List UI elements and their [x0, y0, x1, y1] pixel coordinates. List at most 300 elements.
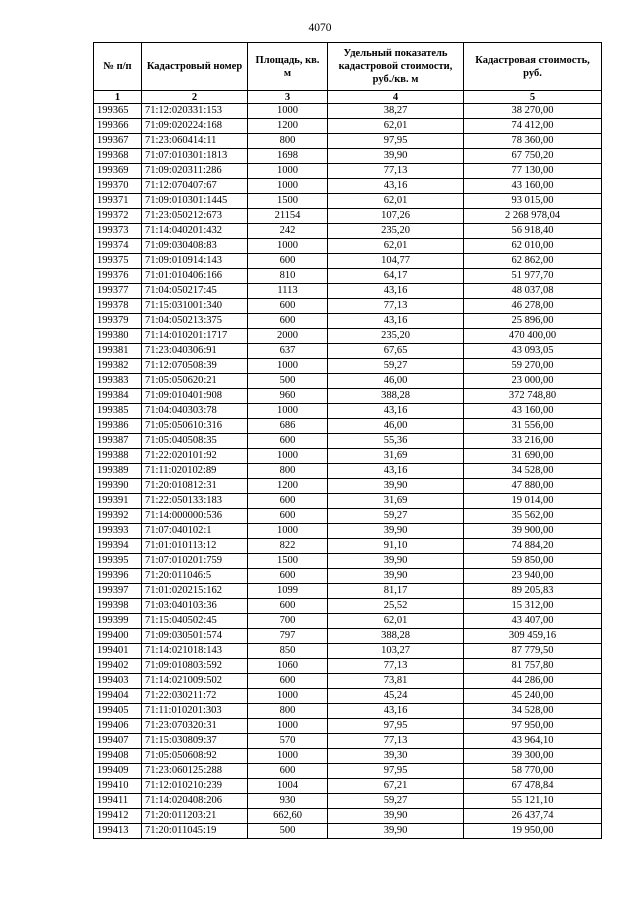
table-row: [94, 434, 602, 449]
unit-value: 39,90: [328, 554, 464, 569]
unit-value: 81,17: [328, 584, 464, 599]
table-row: [94, 509, 602, 524]
cadastral-number: 71:09:030501:574: [142, 629, 248, 644]
cadastral-number: 71:12:010210:239: [142, 779, 248, 794]
cadastral-number: 71:09:020224:168: [142, 119, 248, 134]
cadastral-value: 97 950,00: [464, 719, 602, 734]
table-row: [94, 569, 602, 584]
row-number: 199397: [94, 584, 142, 599]
row-number: 199372: [94, 209, 142, 224]
table-row: [94, 284, 602, 299]
row-number: 199405: [94, 704, 142, 719]
area-value: 800: [248, 464, 328, 479]
unit-value: 77,13: [328, 734, 464, 749]
cadastral-value: 93 015,00: [464, 194, 602, 209]
cadastral-value: 67 478,84: [464, 779, 602, 794]
column-number-row: [94, 91, 602, 104]
table-row: [94, 809, 602, 824]
area-value: 797: [248, 629, 328, 644]
table-row: [94, 644, 602, 659]
cadastral-number: 71:20:010812:31: [142, 479, 248, 494]
table-row: [94, 404, 602, 419]
cadastral-value: 15 312,00: [464, 599, 602, 614]
cadastral-value: 23 000,00: [464, 374, 602, 389]
table-row: [94, 689, 602, 704]
row-number: 199409: [94, 764, 142, 779]
page-number: 4070: [308, 22, 332, 34]
cadastral-number: 71:23:060414:11: [142, 134, 248, 149]
header-row: [94, 43, 602, 91]
cadastral-value: 31 556,00: [464, 419, 602, 434]
row-number: 199412: [94, 809, 142, 824]
row-number: 199367: [94, 134, 142, 149]
row-number: 199407: [94, 734, 142, 749]
row-number: 199395: [94, 554, 142, 569]
header-cadastral-number: Кадастровый номер: [142, 43, 248, 91]
area-value: 1000: [248, 404, 328, 419]
area-value: 21154: [248, 209, 328, 224]
table-row: [94, 494, 602, 509]
area-value: 1000: [248, 689, 328, 704]
unit-value: 388,28: [328, 629, 464, 644]
row-number: 199392: [94, 509, 142, 524]
table-row: [94, 764, 602, 779]
table-row: [94, 464, 602, 479]
cadastral-value: 43 160,00: [464, 404, 602, 419]
row-number: 199376: [94, 269, 142, 284]
cadastral-value: 26 437,74: [464, 809, 602, 824]
column-number: 3: [248, 91, 328, 104]
cadastral-value: 19 014,00: [464, 494, 602, 509]
unit-value: 103,27: [328, 644, 464, 659]
cadastral-number: 71:14:040201:432: [142, 224, 248, 239]
row-number: 199411: [94, 794, 142, 809]
row-number: 199365: [94, 104, 142, 119]
cadastral-number: 71:04:050217:45: [142, 284, 248, 299]
row-number: 199404: [94, 689, 142, 704]
area-value: 1000: [248, 104, 328, 119]
area-value: 2000: [248, 329, 328, 344]
unit-value: 43,16: [328, 704, 464, 719]
cadastral-number: 71:01:010113:12: [142, 539, 248, 554]
unit-value: 43,16: [328, 314, 464, 329]
unit-value: 43,16: [328, 464, 464, 479]
unit-value: 39,90: [328, 824, 464, 839]
header-unit-value: Удельный показатель кадастровой стоимости, руб./кв. м: [328, 43, 464, 91]
unit-value: 43,16: [328, 179, 464, 194]
cadastral-number: 71:15:030809:37: [142, 734, 248, 749]
unit-value: 55,36: [328, 434, 464, 449]
unit-value: 77,13: [328, 164, 464, 179]
row-number: 199387: [94, 434, 142, 449]
cadastral-value: 81 757,80: [464, 659, 602, 674]
area-value: 500: [248, 824, 328, 839]
cadastral-number: 71:12:020331:153: [142, 104, 248, 119]
table-row: [94, 239, 602, 254]
unit-value: 388,28: [328, 389, 464, 404]
cadastral-value: 46 278,00: [464, 299, 602, 314]
area-value: 600: [248, 569, 328, 584]
area-value: 1500: [248, 554, 328, 569]
area-value: 1200: [248, 119, 328, 134]
row-number: 199377: [94, 284, 142, 299]
cadastral-number: 71:03:040103:36: [142, 599, 248, 614]
row-number: 199388: [94, 449, 142, 464]
cadastral-value: 43 160,00: [464, 179, 602, 194]
cadastral-value: 74 412,00: [464, 119, 602, 134]
unit-value: 39,90: [328, 569, 464, 584]
table-row: [94, 119, 602, 134]
cadastral-value: 43 964,10: [464, 734, 602, 749]
cadastral-value: 89 205,83: [464, 584, 602, 599]
cadastral-number: 71:07:040102:1: [142, 524, 248, 539]
area-value: 1113: [248, 284, 328, 299]
unit-value: 59,27: [328, 359, 464, 374]
unit-value: 107,26: [328, 209, 464, 224]
area-value: 810: [248, 269, 328, 284]
cadastral-value: 35 562,00: [464, 509, 602, 524]
cadastral-value: 55 121,10: [464, 794, 602, 809]
table-row: [94, 329, 602, 344]
area-value: 600: [248, 599, 328, 614]
table-row: [94, 749, 602, 764]
cadastral-number: 71:04:040303:78: [142, 404, 248, 419]
area-value: 1099: [248, 584, 328, 599]
row-number: 199413: [94, 824, 142, 839]
row-number: 199389: [94, 464, 142, 479]
cadastral-number: 71:04:050213:375: [142, 314, 248, 329]
unit-value: 97,95: [328, 719, 464, 734]
unit-value: 39,30: [328, 749, 464, 764]
cadastral-number: 71:20:011045:19: [142, 824, 248, 839]
unit-value: 59,27: [328, 794, 464, 809]
row-number: 199406: [94, 719, 142, 734]
table-row: [94, 359, 602, 374]
cadastral-number: 71:23:040306:91: [142, 344, 248, 359]
cadastral-number: 71:05:050608:92: [142, 749, 248, 764]
cadastral-number: 71:01:020215:162: [142, 584, 248, 599]
row-number: 199370: [94, 179, 142, 194]
cadastral-number: 71:15:040502:45: [142, 614, 248, 629]
cadastral-number: 71:12:070407:67: [142, 179, 248, 194]
area-value: 700: [248, 614, 328, 629]
cadastral-number: 71:23:050212:673: [142, 209, 248, 224]
unit-value: 73,81: [328, 674, 464, 689]
row-number: 199394: [94, 539, 142, 554]
area-value: 686: [248, 419, 328, 434]
unit-value: 64,17: [328, 269, 464, 284]
unit-value: 45,24: [328, 689, 464, 704]
area-value: 500: [248, 374, 328, 389]
row-number: 199385: [94, 404, 142, 419]
area-value: 600: [248, 314, 328, 329]
unit-value: 67,65: [328, 344, 464, 359]
column-number: 4: [328, 91, 464, 104]
area-value: 600: [248, 254, 328, 269]
cadastral-number: 71:15:031001:340: [142, 299, 248, 314]
cadastral-number: 71:05:040508:35: [142, 434, 248, 449]
cadastral-value: 2 268 978,04: [464, 209, 602, 224]
unit-value: 38,27: [328, 104, 464, 119]
table-row: [94, 419, 602, 434]
unit-value: 39,90: [328, 149, 464, 164]
column-number: 5: [464, 91, 602, 104]
row-number: 199399: [94, 614, 142, 629]
cadastral-number: 71:14:021009:502: [142, 674, 248, 689]
table-row: [94, 149, 602, 164]
area-value: 600: [248, 509, 328, 524]
table-row: [94, 179, 602, 194]
table-row: [94, 629, 602, 644]
table-row: [94, 599, 602, 614]
row-number: 199371: [94, 194, 142, 209]
row-number: 199373: [94, 224, 142, 239]
area-value: 930: [248, 794, 328, 809]
table-row: [94, 269, 602, 284]
header-cadastral-value: Кадастровая стоимость, руб.: [464, 43, 602, 91]
area-value: 1500: [248, 194, 328, 209]
unit-value: 67,21: [328, 779, 464, 794]
cadastral-value: 38 270,00: [464, 104, 602, 119]
unit-value: 104,77: [328, 254, 464, 269]
table-row: [94, 299, 602, 314]
cadastral-number: 71:14:010201:1717: [142, 329, 248, 344]
table-row: [94, 224, 602, 239]
unit-value: 77,13: [328, 659, 464, 674]
row-number: 199398: [94, 599, 142, 614]
row-number: 199408: [94, 749, 142, 764]
unit-value: 43,16: [328, 284, 464, 299]
area-value: 242: [248, 224, 328, 239]
cadastral-number: 71:05:050620:21: [142, 374, 248, 389]
area-value: 850: [248, 644, 328, 659]
cadastral-number: 71:09:020311:286: [142, 164, 248, 179]
cadastral-number: 71:01:010406:166: [142, 269, 248, 284]
area-value: 662,60: [248, 809, 328, 824]
cadastral-value: 34 528,00: [464, 464, 602, 479]
table-row: [94, 794, 602, 809]
unit-value: 97,95: [328, 764, 464, 779]
unit-value: 46,00: [328, 419, 464, 434]
row-number: 199391: [94, 494, 142, 509]
cadastral-number: 71:22:020101:92: [142, 449, 248, 464]
header-row-number: № п/п: [94, 43, 142, 91]
cadastral-value: 43 093,05: [464, 344, 602, 359]
cadastral-number: 71:20:011046:5: [142, 569, 248, 584]
cadastral-value: 23 940,00: [464, 569, 602, 584]
row-number: 199401: [94, 644, 142, 659]
area-value: 1000: [248, 239, 328, 254]
row-number: 199378: [94, 299, 142, 314]
table-row: [94, 554, 602, 569]
cadastral-value: 25 896,00: [464, 314, 602, 329]
cadastral-number: 71:09:030408:83: [142, 239, 248, 254]
cadastral-number: 71:20:011203:21: [142, 809, 248, 824]
area-value: 1004: [248, 779, 328, 794]
cadastral-value: 19 950,00: [464, 824, 602, 839]
unit-value: 25,52: [328, 599, 464, 614]
cadastral-value-table: [93, 42, 602, 839]
table-row: [94, 254, 602, 269]
table-row: [94, 104, 602, 119]
row-number: 199379: [94, 314, 142, 329]
area-value: 1000: [248, 359, 328, 374]
cadastral-number: 71:12:070508:39: [142, 359, 248, 374]
row-number: 199383: [94, 374, 142, 389]
cadastral-value: 56 918,40: [464, 224, 602, 239]
cadastral-number: 71:22:030211:72: [142, 689, 248, 704]
unit-value: 62,01: [328, 239, 464, 254]
unit-value: 39,90: [328, 479, 464, 494]
cadastral-value: 58 770,00: [464, 764, 602, 779]
cadastral-value: 62 010,00: [464, 239, 602, 254]
cadastral-value: 309 459,16: [464, 629, 602, 644]
cadastral-value: 470 400,00: [464, 329, 602, 344]
row-number: 199382: [94, 359, 142, 374]
unit-value: 31,69: [328, 494, 464, 509]
table-row: [94, 779, 602, 794]
cadastral-number: 71:07:010201:759: [142, 554, 248, 569]
unit-value: 31,69: [328, 449, 464, 464]
table-row: [94, 449, 602, 464]
row-number: 199410: [94, 779, 142, 794]
cadastral-value: 74 884,20: [464, 539, 602, 554]
cadastral-number: 71:23:070320:31: [142, 719, 248, 734]
table-row: [94, 194, 602, 209]
area-value: 1000: [248, 719, 328, 734]
row-number: 199400: [94, 629, 142, 644]
cadastral-number: 71:09:010803:592: [142, 659, 248, 674]
table-row: [94, 314, 602, 329]
cadastral-number: 71:09:010914:143: [142, 254, 248, 269]
unit-value: 77,13: [328, 299, 464, 314]
cadastral-value: 77 130,00: [464, 164, 602, 179]
table-row: [94, 659, 602, 674]
row-number: 199381: [94, 344, 142, 359]
cadastral-value: 39 900,00: [464, 524, 602, 539]
column-number: 2: [142, 91, 248, 104]
cadastral-value: 31 690,00: [464, 449, 602, 464]
area-value: 1200: [248, 479, 328, 494]
cadastral-number: 71:11:010201:303: [142, 704, 248, 719]
table-row: [94, 164, 602, 179]
row-number: 199386: [94, 419, 142, 434]
area-value: 800: [248, 704, 328, 719]
cadastral-value: 59 270,00: [464, 359, 602, 374]
area-value: 1000: [248, 179, 328, 194]
area-value: 600: [248, 299, 328, 314]
area-value: 600: [248, 434, 328, 449]
unit-value: 235,20: [328, 224, 464, 239]
cadastral-value: 62 862,00: [464, 254, 602, 269]
area-value: 600: [248, 674, 328, 689]
row-number: 199396: [94, 569, 142, 584]
cadastral-number: 71:09:010301:1445: [142, 194, 248, 209]
cadastral-value: 87 779,50: [464, 644, 602, 659]
cadastral-value: 67 750,20: [464, 149, 602, 164]
row-number: 199366: [94, 119, 142, 134]
cadastral-value: 45 240,00: [464, 689, 602, 704]
area-value: 1000: [248, 449, 328, 464]
area-value: 1060: [248, 659, 328, 674]
row-number: 199380: [94, 329, 142, 344]
cadastral-number: 71:05:050610:316: [142, 419, 248, 434]
table-row: [94, 524, 602, 539]
table-row: [94, 704, 602, 719]
row-number: 199375: [94, 254, 142, 269]
column-number: 1: [94, 91, 142, 104]
row-number: 199374: [94, 239, 142, 254]
cadastral-value: 59 850,00: [464, 554, 602, 569]
cadastral-number: 71:07:010301:1813: [142, 149, 248, 164]
cadastral-value: 44 286,00: [464, 674, 602, 689]
unit-value: 46,00: [328, 374, 464, 389]
area-value: 1000: [248, 524, 328, 539]
table-row: [94, 824, 602, 839]
table-row: [94, 344, 602, 359]
cadastral-value: 47 880,00: [464, 479, 602, 494]
cadastral-value: 78 360,00: [464, 134, 602, 149]
table-row: [94, 209, 602, 224]
cadastral-number: 71:23:060125:288: [142, 764, 248, 779]
row-number: 199369: [94, 164, 142, 179]
row-number: 199403: [94, 674, 142, 689]
unit-value: 97,95: [328, 134, 464, 149]
area-value: 637: [248, 344, 328, 359]
table-row: [94, 614, 602, 629]
cadastral-value: 372 748,80: [464, 389, 602, 404]
area-value: 600: [248, 494, 328, 509]
unit-value: 91,10: [328, 539, 464, 554]
unit-value: 59,27: [328, 509, 464, 524]
row-number: 199393: [94, 524, 142, 539]
cadastral-number: 71:14:021018:143: [142, 644, 248, 659]
header-area: Площадь, кв. м: [248, 43, 328, 91]
area-value: 570: [248, 734, 328, 749]
unit-value: 62,01: [328, 119, 464, 134]
area-value: 960: [248, 389, 328, 404]
area-value: 800: [248, 134, 328, 149]
table-body: [94, 104, 602, 839]
table-row: [94, 374, 602, 389]
table-row: [94, 479, 602, 494]
cadastral-number: 71:11:020102:89: [142, 464, 248, 479]
row-number: 199390: [94, 479, 142, 494]
row-number: 199384: [94, 389, 142, 404]
table-header: [94, 43, 602, 104]
cadastral-value: 48 037,08: [464, 284, 602, 299]
table-row: [94, 674, 602, 689]
cadastral-value: 39 300,00: [464, 749, 602, 764]
cadastral-value: 33 216,00: [464, 434, 602, 449]
unit-value: 43,16: [328, 404, 464, 419]
table-row: [94, 734, 602, 749]
unit-value: 39,90: [328, 809, 464, 824]
cadastral-number: 71:14:020408:206: [142, 794, 248, 809]
cadastral-number: 71:22:050133:183: [142, 494, 248, 509]
area-value: 1000: [248, 164, 328, 179]
row-number: 199368: [94, 149, 142, 164]
cadastral-value: 43 407,00: [464, 614, 602, 629]
row-number: 199402: [94, 659, 142, 674]
unit-value: 235,20: [328, 329, 464, 344]
area-value: 1698: [248, 149, 328, 164]
cadastral-value: 51 977,70: [464, 269, 602, 284]
cadastral-number: 71:09:010401:908: [142, 389, 248, 404]
cadastral-number: 71:14:000000:536: [142, 509, 248, 524]
unit-value: 62,01: [328, 614, 464, 629]
table-row: [94, 134, 602, 149]
